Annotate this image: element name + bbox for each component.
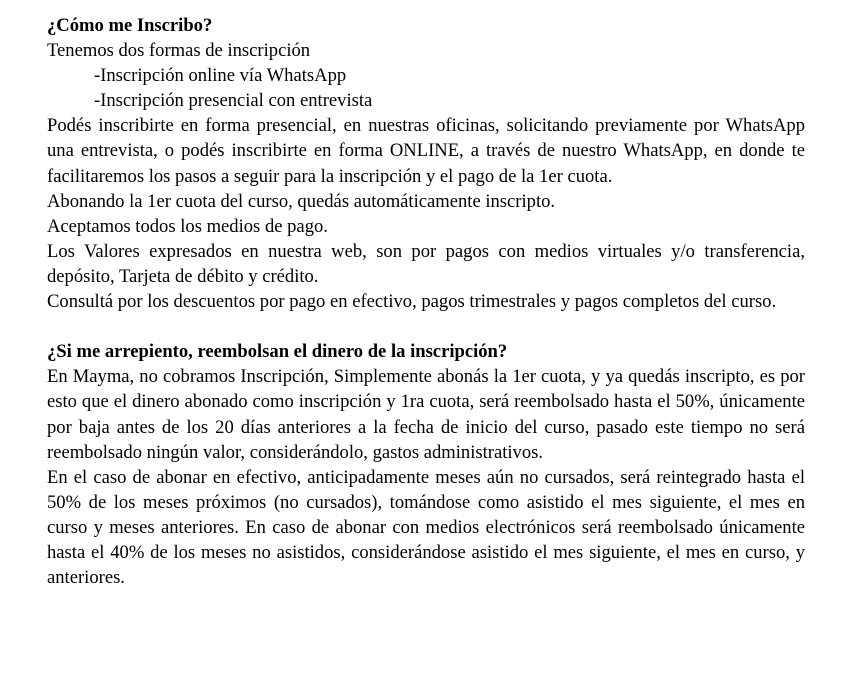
paragraph: Abonando la 1er cuota del curso, quedás automáticamente inscripto. <box>47 190 556 212</box>
paragraph: Los Valores expresados en nuestra web, son por pagos con medios virtuales y/o transferencia, depósito, Tarjeta de débito y crédito. <box>47 240 805 287</box>
paragraph: En Mayma, no cobramos Inscripción, Simplemente abonás la 1er cuota, y ya quedás inscripto, es por esto que el dinero abonado como inscripción y 1ra cuota, será reembolsado hasta el 50%, únicamente por baja antes de los 20 días anteriores a la fecha de inicio del curso, pasado este tiempo no será reembolsado ningún valor, considerándolo, gastos administrativos. <box>47 366 805 463</box>
section-heading: ¿Cómo me Inscribo? <box>47 15 213 36</box>
paragraph: Consultá por los descuentos por pago en efectivo, pagos trimestrales y pagos completos del curso. <box>47 291 777 313</box>
spacer <box>47 314 805 339</box>
enrollment-option: -Inscripción presencial con entrevista <box>94 90 373 112</box>
intro-text: Tenemos dos formas de inscripción <box>47 40 311 62</box>
paragraph: Podés inscribirte en forma presencial, en nuestras oficinas, solicitando previamente por WhatsApp una entrevista, o podés inscribirte en forma ONLINE, a través de nuestro WhatsApp, en donde te facilitaremos los pasos a seguir para la inscripción y el pago de la 1er cuota. <box>47 115 805 187</box>
paragraph: En el caso de abonar en efectivo, anticipadamente meses aún no cursados, será reintegrado hasta el 50% de los meses próximos (no cursados), tomándose como asistido el mes siguiente, el mes en curso y meses anteriores. En caso de abonar con medios electrónicos será reembolsado únicamente hasta el 40% de los meses no asistidos, considerándose asistido el mes siguiente, el mes en curso, y anteriores. <box>47 466 805 589</box>
document-body <box>47 13 805 590</box>
section-how-to-enroll <box>47 13 805 314</box>
paragraph: Aceptamos todos los medios de pago. <box>47 215 328 237</box>
section-refund <box>47 339 805 590</box>
enrollment-option: -Inscripción online vía WhatsApp <box>94 65 347 87</box>
section-heading: ¿Si me arrepiento, reembolsan el dinero de la inscripción? <box>47 341 508 363</box>
